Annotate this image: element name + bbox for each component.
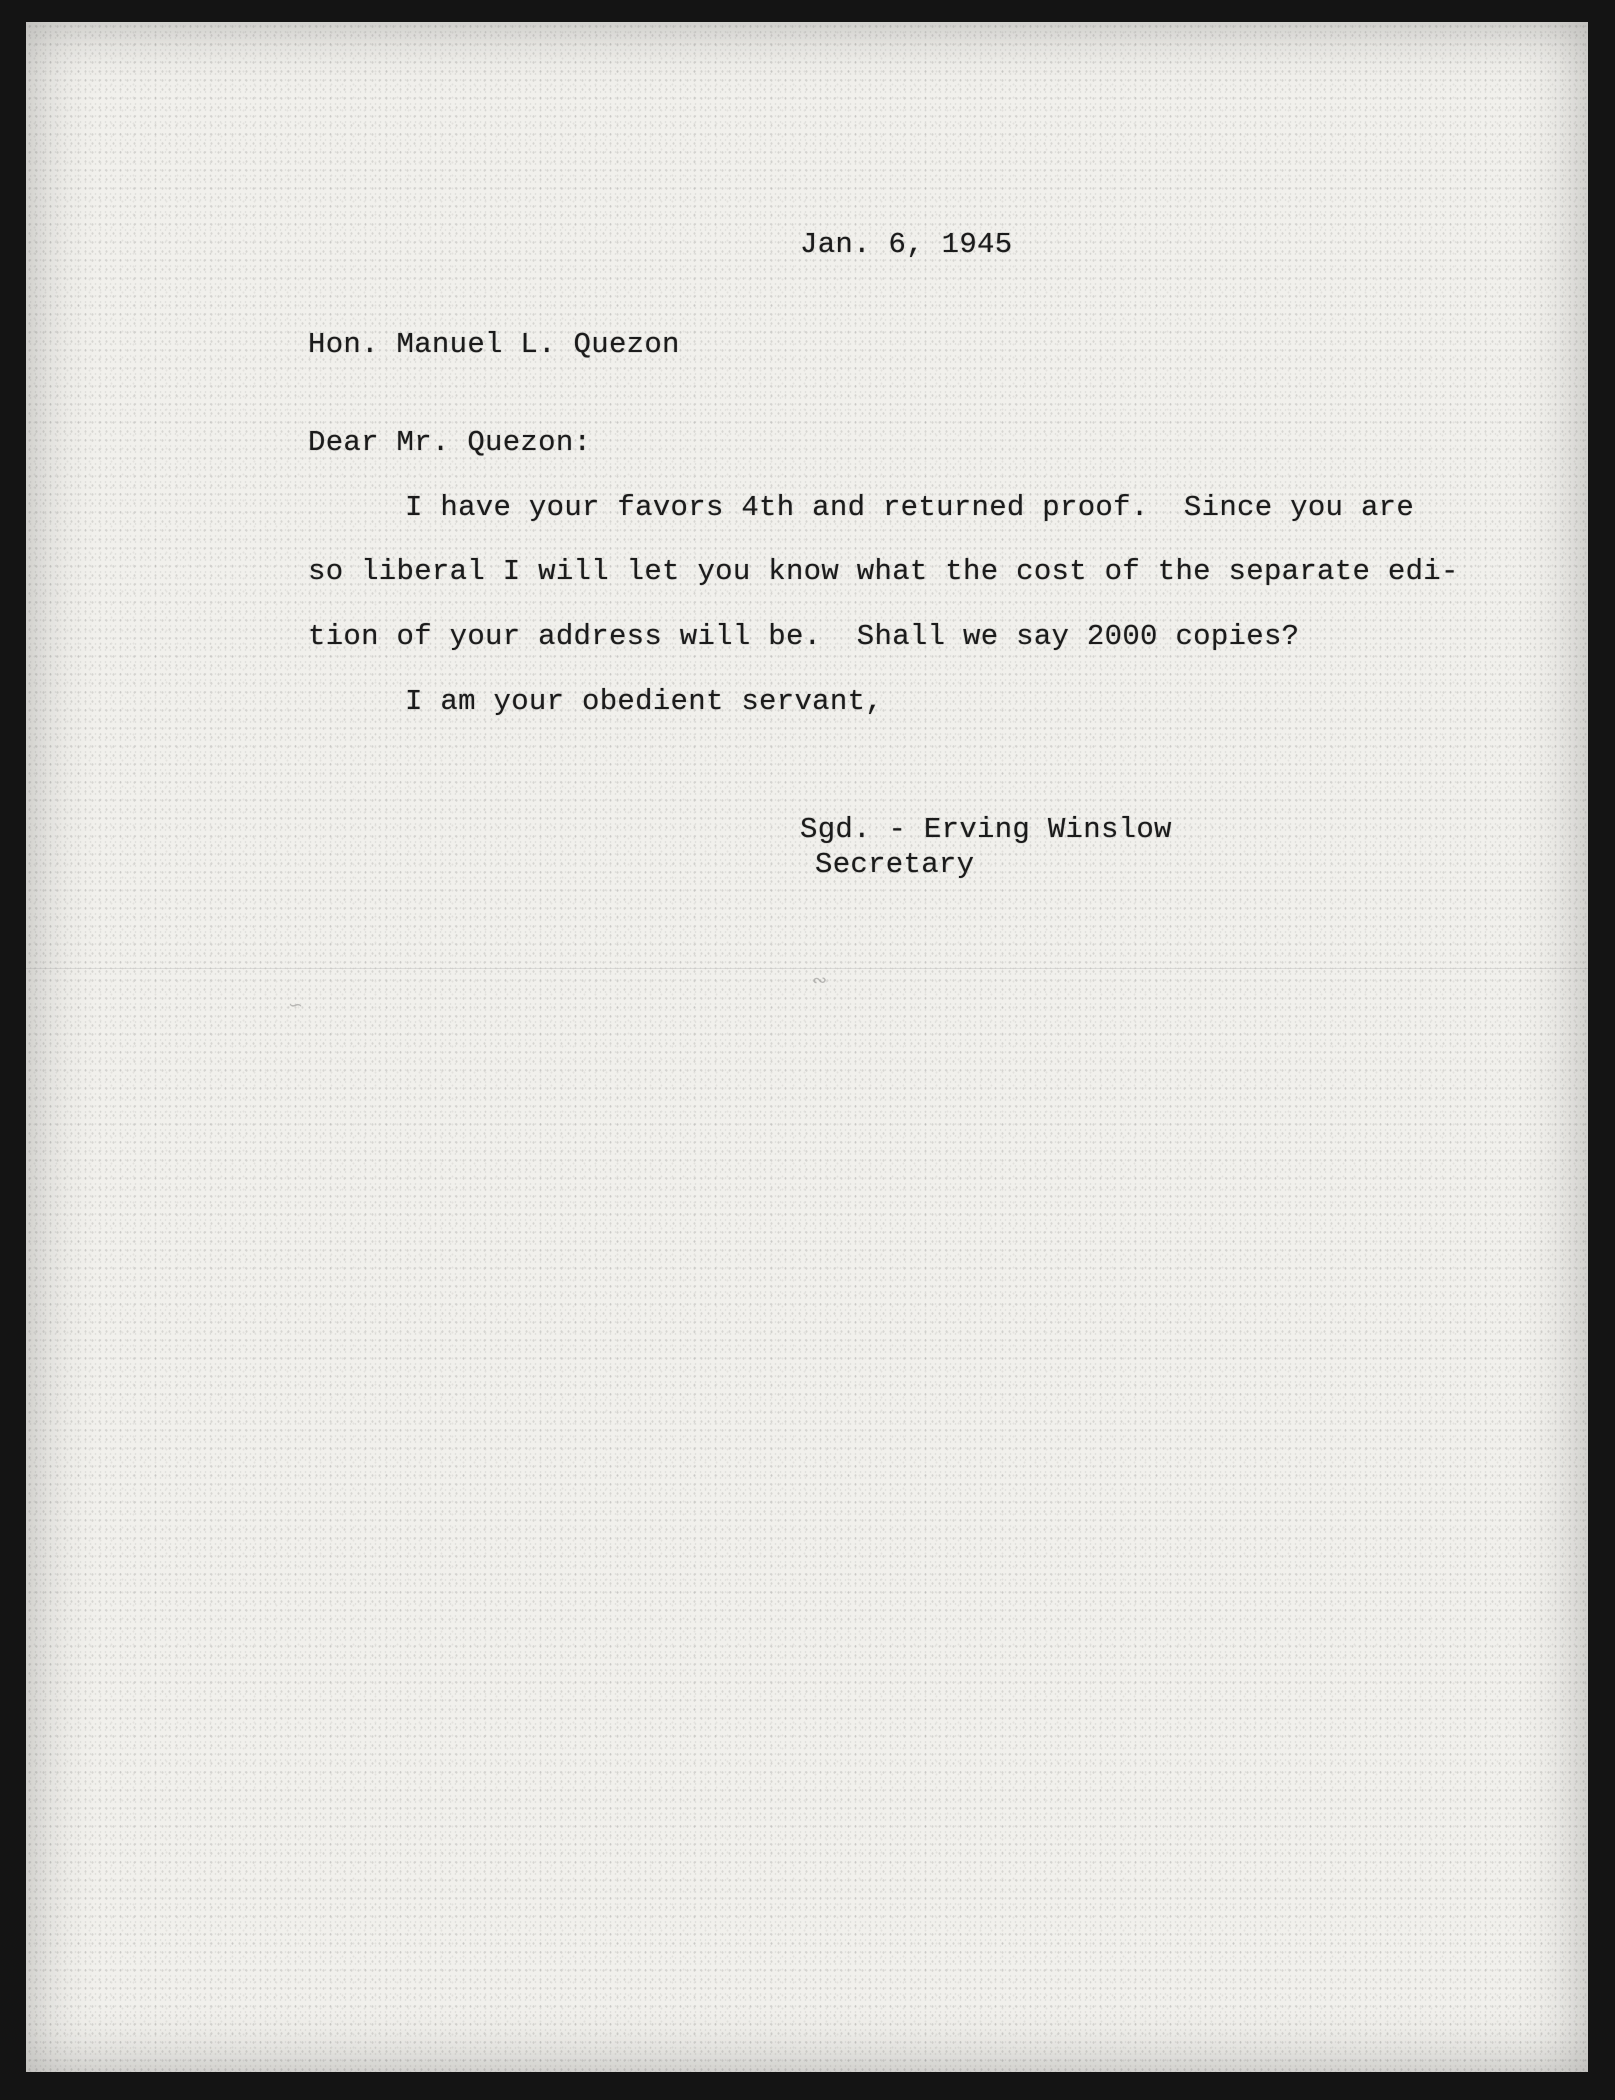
- faint-pencil-mark: ∾: [812, 970, 828, 991]
- signature-name: Sgd. - Erving Winslow: [800, 813, 1172, 846]
- letter-closing: I am your obedient servant,: [405, 685, 883, 718]
- signature-title: Secretary: [815, 848, 975, 881]
- faint-pencil-mark: ∽: [288, 995, 304, 1016]
- letter-page: [26, 22, 1588, 2072]
- paper-fold-line: [26, 968, 1588, 969]
- body-line: I have your favors 4th and returned proof. Since you are: [405, 491, 1415, 524]
- letter-salutation: Dear Mr. Quezon:: [308, 426, 592, 459]
- body-line: tion of your address will be. Shall we say 2000 copies?: [308, 620, 1300, 653]
- letter-recipient: Hon. Manuel L. Quezon: [308, 328, 680, 361]
- body-line: so liberal I will let you know what the cost of the separate edi-: [308, 555, 1459, 588]
- letter-date: Jan. 6, 1945: [800, 228, 1013, 261]
